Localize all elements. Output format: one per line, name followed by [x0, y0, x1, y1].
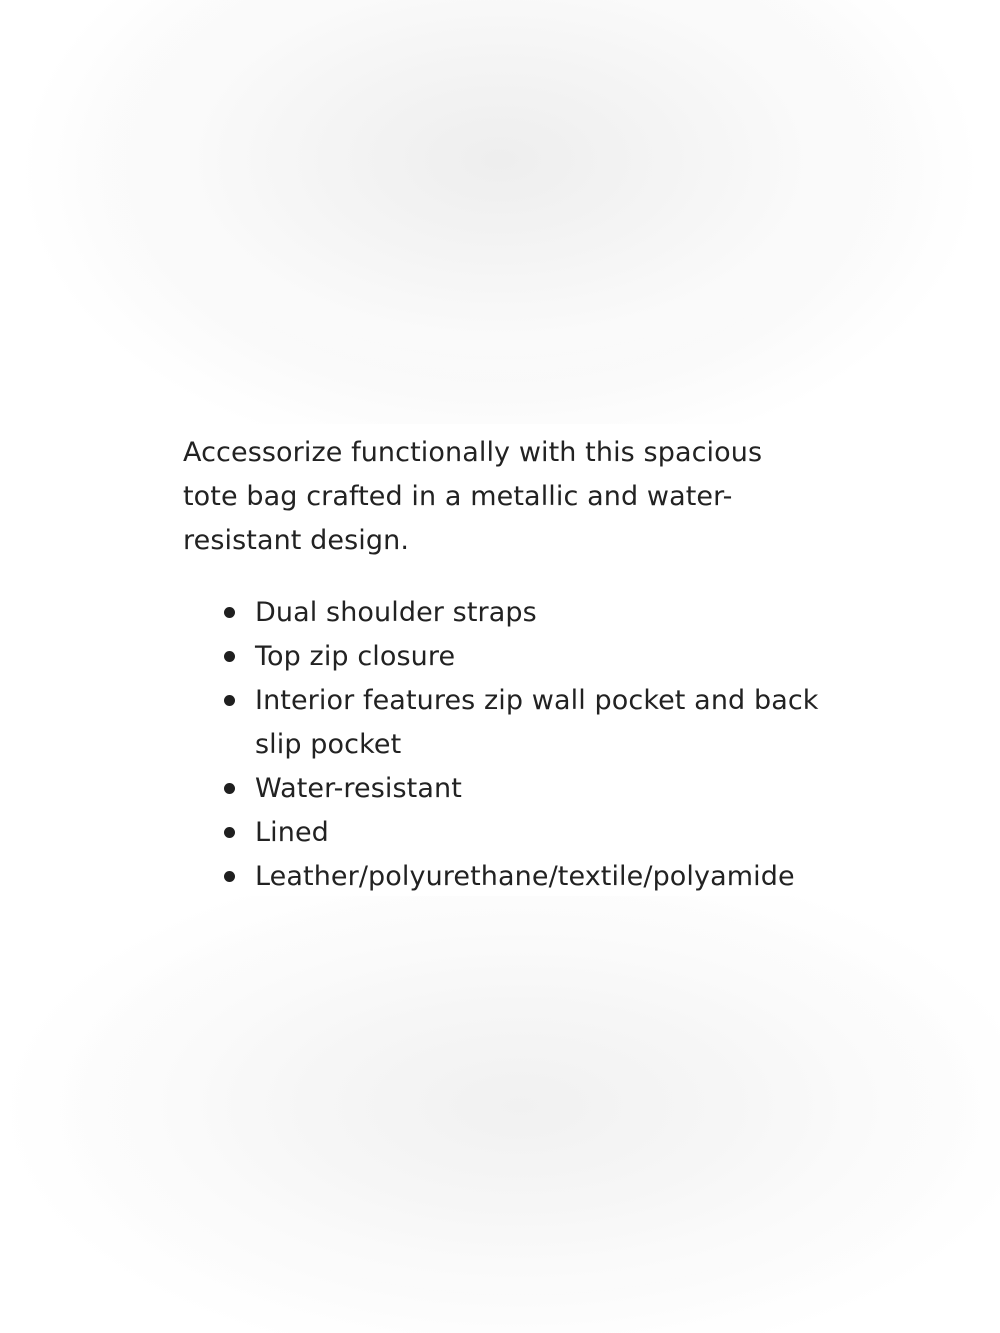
- bullet-icon: [224, 783, 235, 794]
- top-blurred-area: [0, 0, 1000, 436]
- feature-list-item: [255, 767, 855, 811]
- bottom-blurred-area: [0, 896, 1000, 1333]
- bullet-icon: [224, 871, 235, 882]
- feature-list-item: [255, 591, 855, 635]
- bullet-icon: [224, 827, 235, 838]
- feature-text: Top zip closure: [255, 641, 456, 672]
- bullet-icon: [224, 607, 235, 618]
- product-description: Accessorize functionally with this spacious tote bag crafted in a metallic and water-resistant design.: [183, 437, 763, 556]
- feature-list-item: [255, 855, 855, 899]
- feature-list-item: [255, 679, 855, 767]
- product-details: [183, 431, 883, 899]
- feature-text: Dual shoulder straps: [255, 597, 537, 628]
- bullet-icon: [224, 651, 235, 662]
- feature-text: Lined: [255, 817, 329, 848]
- feature-list-item: [255, 811, 855, 855]
- feature-text: Leather/polyurethane/textile/polyamide: [255, 861, 795, 892]
- feature-text: Water-resistant: [255, 773, 462, 804]
- feature-list: [183, 591, 883, 899]
- feature-list-item: [255, 635, 855, 679]
- bullet-icon: [224, 695, 235, 706]
- feature-text: Interior features zip wall pocket and back slip pocket: [255, 685, 819, 760]
